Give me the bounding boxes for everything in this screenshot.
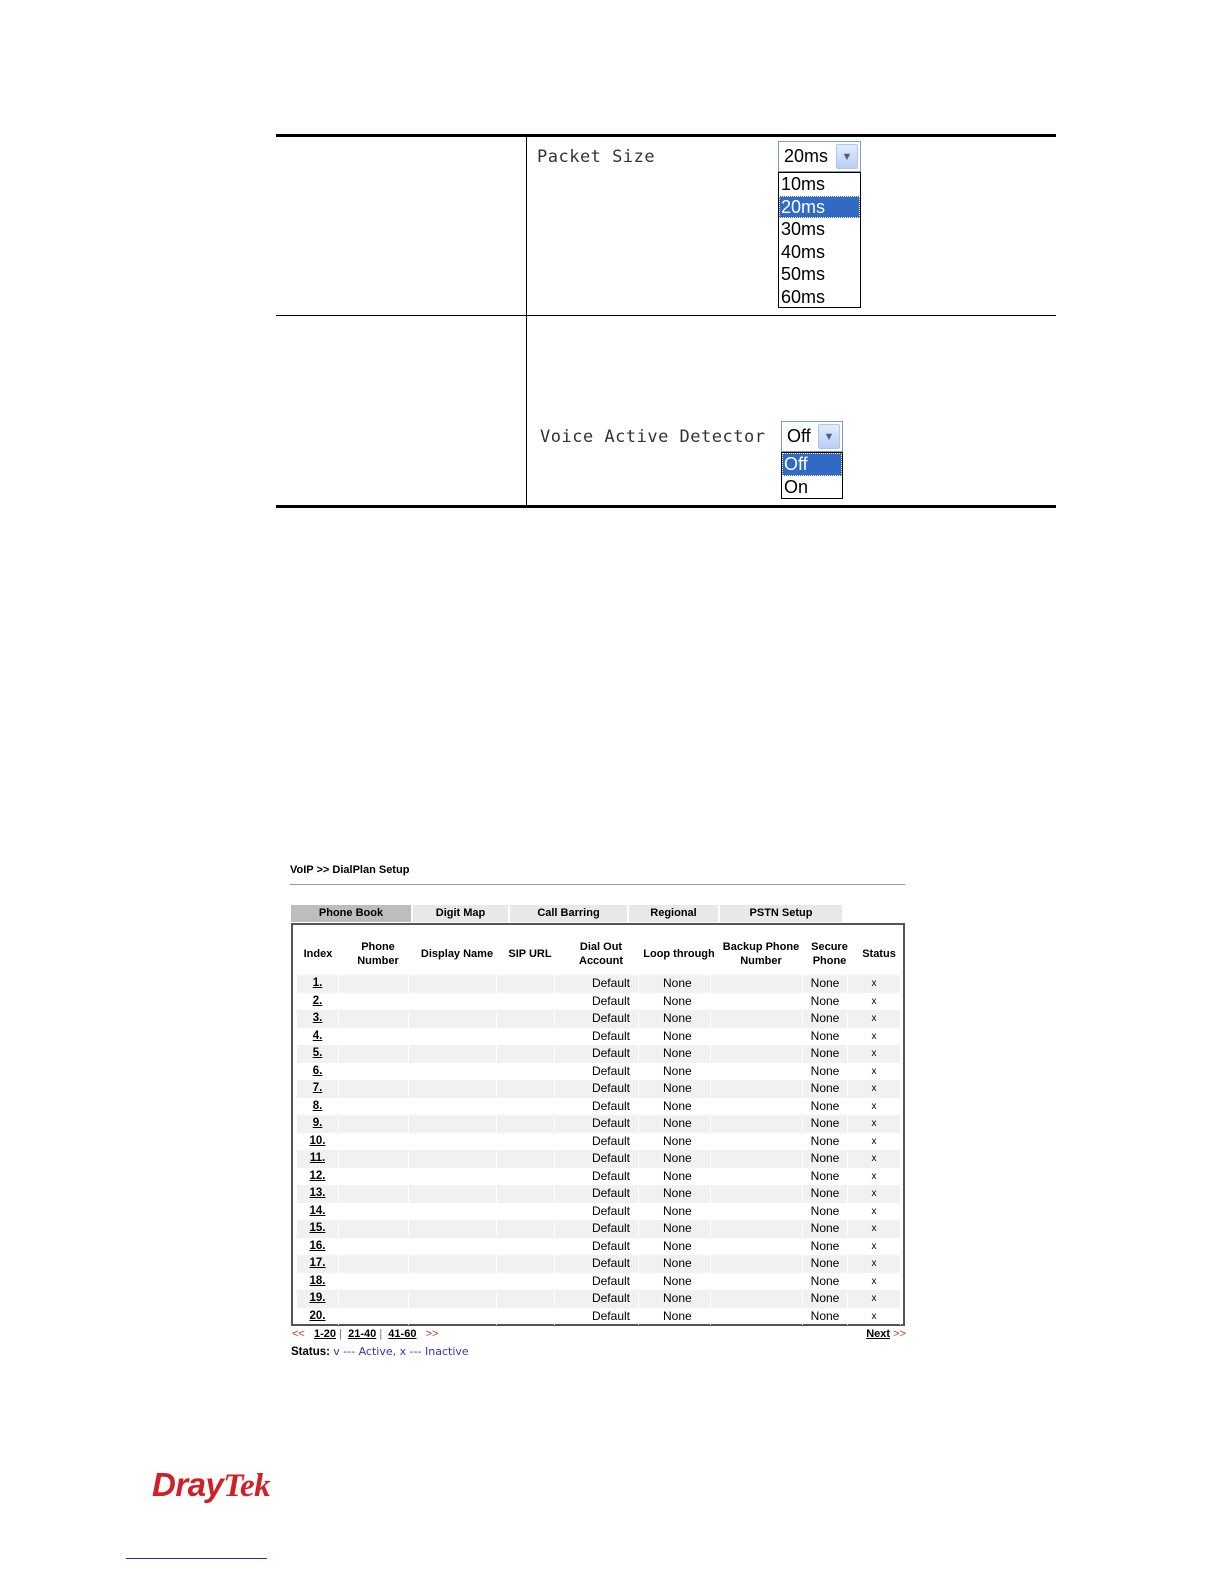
packet-size-option[interactable]: 30ms xyxy=(781,219,826,239)
cell-loop-through: None xyxy=(639,1045,711,1063)
packet-size-options xyxy=(778,172,861,308)
tab-call-barring[interactable]: Call Barring xyxy=(510,905,629,922)
row-index-link[interactable]: 17. xyxy=(297,1255,339,1273)
cell-phone-number xyxy=(339,993,409,1011)
table-row xyxy=(297,1010,901,1028)
row-index-link[interactable]: 12. xyxy=(297,1168,339,1186)
cell-status: x xyxy=(848,1308,901,1326)
cell-dial-out-account: Default xyxy=(555,1150,639,1168)
cell-backup-phone-number xyxy=(711,1010,803,1028)
table-row-divider xyxy=(276,315,1056,316)
cell-loop-through: None xyxy=(639,1028,711,1046)
cell-loop-through: None xyxy=(639,1220,711,1238)
cell-display-name xyxy=(409,1150,497,1168)
table-row xyxy=(297,1273,901,1291)
logo-dray: Dray xyxy=(152,1466,224,1503)
cell-display-name xyxy=(409,975,497,993)
cell-sip-url xyxy=(497,1273,555,1291)
cell-backup-phone-number xyxy=(711,1255,803,1273)
cell-display-name xyxy=(409,1308,497,1326)
cell-backup-phone-number xyxy=(711,1203,803,1221)
cell-status: x xyxy=(848,1098,901,1116)
cell-status: x xyxy=(848,1238,901,1256)
table-row xyxy=(297,1098,901,1116)
row-index-link[interactable]: 20. xyxy=(297,1308,339,1326)
row-index-link[interactable]: 14. xyxy=(297,1203,339,1221)
vad-option-selected[interactable]: Off xyxy=(782,453,842,476)
cell-sip-url xyxy=(497,1290,555,1308)
cell-status: x xyxy=(848,1290,901,1308)
tab-digit-map[interactable]: Digit Map xyxy=(413,905,510,922)
cell-status: x xyxy=(848,1080,901,1098)
page-link-41-60[interactable]: 41-60 xyxy=(388,1328,417,1340)
cell-phone-number xyxy=(339,1290,409,1308)
packet-size-selected-value: 20ms xyxy=(784,146,829,166)
cell-display-name xyxy=(409,1273,497,1291)
status-legend-label: Status: xyxy=(291,1346,330,1358)
cell-sip-url xyxy=(497,1150,555,1168)
row-index-link[interactable]: 18. xyxy=(297,1273,339,1291)
cell-display-name xyxy=(409,993,497,1011)
cell-secure-phone: None xyxy=(803,1080,848,1098)
table-header xyxy=(293,929,906,979)
cell-backup-phone-number xyxy=(711,1063,803,1081)
cell-secure-phone: None xyxy=(803,1238,848,1256)
cell-display-name xyxy=(409,1115,497,1133)
cell-secure-phone: None xyxy=(803,1308,848,1326)
cell-loop-through: None xyxy=(639,1290,711,1308)
cell-dial-out-account: Default xyxy=(555,1220,639,1238)
cell-sip-url xyxy=(497,1010,555,1028)
table-row xyxy=(297,1238,901,1256)
table-body xyxy=(297,975,901,1325)
table-row xyxy=(297,1028,901,1046)
cell-secure-phone: None xyxy=(803,1133,848,1151)
cell-status: x xyxy=(848,1255,901,1273)
cell-backup-phone-number xyxy=(711,975,803,993)
chevron-down-icon[interactable]: ▼ xyxy=(818,424,840,449)
pagination xyxy=(292,1328,906,1342)
cell-secure-phone: None xyxy=(803,1203,848,1221)
row-index-link[interactable]: 2. xyxy=(297,993,339,1011)
cell-secure-phone: None xyxy=(803,1185,848,1203)
cell-status: x xyxy=(848,1185,901,1203)
cell-dial-out-account: Default xyxy=(555,1168,639,1186)
cell-sip-url xyxy=(497,1185,555,1203)
cell-dial-out-account: Default xyxy=(555,1080,639,1098)
table-row xyxy=(297,1045,901,1063)
cell-dial-out-account: Default xyxy=(555,1255,639,1273)
cell-loop-through: None xyxy=(639,1080,711,1098)
cell-dial-out-account: Default xyxy=(555,1115,639,1133)
cell-sip-url xyxy=(497,1308,555,1326)
cell-sip-url xyxy=(497,1220,555,1238)
cell-secure-phone: None xyxy=(803,975,848,993)
cell-backup-phone-number xyxy=(711,1098,803,1116)
cell-secure-phone: None xyxy=(803,1045,848,1063)
col-dial-out-account: Dial Out Account xyxy=(579,941,623,967)
cell-backup-phone-number xyxy=(711,1150,803,1168)
page-link-1-20[interactable]: 1-20 xyxy=(314,1328,337,1340)
row-index-link[interactable]: 10. xyxy=(297,1133,339,1151)
cell-backup-phone-number xyxy=(711,1080,803,1098)
cell-secure-phone: None xyxy=(803,1098,848,1116)
cell-secure-phone: None xyxy=(803,1150,848,1168)
cell-dial-out-account: Default xyxy=(555,1098,639,1116)
table-row xyxy=(297,1168,901,1186)
packet-size-option[interactable]: 60ms xyxy=(781,286,826,307)
cell-status: x xyxy=(848,1220,901,1238)
breadcrumb: VoIP >> DialPlan Setup xyxy=(290,864,410,876)
cell-dial-out-account: Default xyxy=(555,1045,639,1063)
table-row xyxy=(297,1133,901,1151)
cell-phone-number xyxy=(339,1238,409,1256)
cell-dial-out-account: Default xyxy=(555,1290,639,1308)
table-row xyxy=(297,975,901,993)
cell-backup-phone-number xyxy=(711,1168,803,1186)
cell-sip-url xyxy=(497,1133,555,1151)
cell-status: x xyxy=(848,1028,901,1046)
cell-loop-through: None xyxy=(639,1203,711,1221)
cell-status: x xyxy=(848,1045,901,1063)
cell-phone-number xyxy=(339,1185,409,1203)
table-column-divider xyxy=(526,137,527,505)
cell-dial-out-account: Default xyxy=(555,1133,639,1151)
cell-secure-phone: None xyxy=(803,993,848,1011)
cell-phone-number xyxy=(339,1115,409,1133)
cell-status: x xyxy=(848,1273,901,1291)
cell-status: x xyxy=(848,1168,901,1186)
cell-loop-through: None xyxy=(639,1010,711,1028)
packet-size-select[interactable] xyxy=(778,141,861,172)
row-index-link[interactable]: 3. xyxy=(297,1010,339,1028)
col-index: Index xyxy=(303,948,333,960)
row-index-link[interactable]: 5. xyxy=(297,1045,339,1063)
row-index-link[interactable]: 8. xyxy=(297,1098,339,1116)
cell-loop-through: None xyxy=(639,1098,711,1116)
tab-regional[interactable]: Regional xyxy=(629,905,720,922)
status-legend xyxy=(291,1345,469,1358)
cell-dial-out-account: Default xyxy=(555,1308,639,1326)
cell-display-name xyxy=(409,1203,497,1221)
cell-sip-url xyxy=(497,1080,555,1098)
next-link[interactable]: Next xyxy=(866,1328,891,1340)
cell-loop-through: None xyxy=(639,1115,711,1133)
cell-display-name xyxy=(409,1238,497,1256)
cell-phone-number xyxy=(339,975,409,993)
page-separator: | xyxy=(379,1328,383,1340)
cell-dial-out-account: Default xyxy=(555,1203,639,1221)
table-row xyxy=(297,1290,901,1308)
cell-display-name xyxy=(409,1220,497,1238)
cell-loop-through: None xyxy=(639,993,711,1011)
next-control xyxy=(866,1328,906,1340)
breadcrumb-rule xyxy=(290,884,905,885)
draytek-logo xyxy=(152,1466,270,1505)
logo-tek: Tek xyxy=(223,1468,271,1504)
vad-options xyxy=(781,452,843,499)
cell-sip-url xyxy=(497,1115,555,1133)
cell-sip-url xyxy=(497,975,555,993)
table-row xyxy=(297,1063,901,1081)
cell-secure-phone: None xyxy=(803,1168,848,1186)
cell-sip-url xyxy=(497,1028,555,1046)
table-row xyxy=(297,1220,901,1238)
cell-secure-phone: None xyxy=(803,1220,848,1238)
cell-dial-out-account: Default xyxy=(555,1028,639,1046)
cell-sip-url xyxy=(497,1255,555,1273)
table-row xyxy=(297,1185,901,1203)
cell-status: x xyxy=(848,1150,901,1168)
cell-status: x xyxy=(848,1115,901,1133)
cell-phone-number xyxy=(339,1273,409,1291)
cell-loop-through: None xyxy=(639,1063,711,1081)
cell-phone-number xyxy=(339,1308,409,1326)
col-phone-number: Phone Number xyxy=(357,941,399,967)
cell-sip-url xyxy=(497,1203,555,1221)
cell-backup-phone-number xyxy=(711,1185,803,1203)
cell-loop-through: None xyxy=(639,1150,711,1168)
cell-loop-through: None xyxy=(639,1168,711,1186)
settings-table xyxy=(276,134,1056,508)
cell-phone-number xyxy=(339,1203,409,1221)
cell-phone-number xyxy=(339,1133,409,1151)
table-row xyxy=(297,1308,901,1326)
cell-status: x xyxy=(848,1063,901,1081)
row-index-link[interactable]: 16. xyxy=(297,1238,339,1256)
cell-dial-out-account: Default xyxy=(555,1185,639,1203)
col-status: Status xyxy=(862,948,896,960)
vad-option[interactable]: On xyxy=(784,476,809,497)
cell-phone-number xyxy=(339,1150,409,1168)
table-row xyxy=(297,1150,901,1168)
cell-sip-url xyxy=(497,1098,555,1116)
packet-size-option[interactable]: 50ms xyxy=(781,264,826,284)
cell-status: x xyxy=(848,1010,901,1028)
cell-loop-through: None xyxy=(639,1308,711,1326)
cell-status: x xyxy=(848,1133,901,1151)
col-loop-through: Loop through xyxy=(643,948,715,960)
packet-size-option-selected[interactable]: 20ms xyxy=(779,196,860,219)
cell-phone-number xyxy=(339,1010,409,1028)
cell-phone-number xyxy=(339,1220,409,1238)
next-arrows[interactable]: >> xyxy=(893,1328,906,1340)
cell-sip-url xyxy=(497,1045,555,1063)
cell-dial-out-account: Default xyxy=(555,1238,639,1256)
cell-backup-phone-number xyxy=(711,1045,803,1063)
status-legend-text: v --- Active, x --- Inactive xyxy=(333,1345,469,1358)
cell-secure-phone: None xyxy=(803,1273,848,1291)
table-row xyxy=(297,1115,901,1133)
cell-status: x xyxy=(848,975,901,993)
table-row xyxy=(297,993,901,1011)
cell-display-name xyxy=(409,1185,497,1203)
cell-secure-phone: None xyxy=(803,1028,848,1046)
cell-secure-phone: None xyxy=(803,1290,848,1308)
cell-phone-number xyxy=(339,1063,409,1081)
cell-phone-number xyxy=(339,1080,409,1098)
tab-pstn-setup[interactable]: PSTN Setup xyxy=(720,905,844,922)
vad-select[interactable] xyxy=(781,421,843,452)
col-display-name: Display Name xyxy=(420,948,494,960)
phone-book-table xyxy=(291,923,905,1326)
col-sip-url: SIP URL xyxy=(508,948,552,960)
cell-dial-out-account: Default xyxy=(555,975,639,993)
cell-loop-through: None xyxy=(639,1185,711,1203)
cell-loop-through: None xyxy=(639,975,711,993)
cell-loop-through: None xyxy=(639,1133,711,1151)
cell-display-name xyxy=(409,1133,497,1151)
vad-label: Voice Active Detector xyxy=(540,427,766,447)
page-link-21-40[interactable]: 21-40 xyxy=(348,1328,377,1340)
cell-backup-phone-number xyxy=(711,1220,803,1238)
cell-dial-out-account: Default xyxy=(555,1273,639,1291)
cell-backup-phone-number xyxy=(711,1028,803,1046)
cell-display-name xyxy=(409,1290,497,1308)
cell-display-name xyxy=(409,1028,497,1046)
cell-secure-phone: None xyxy=(803,1115,848,1133)
cell-backup-phone-number xyxy=(711,993,803,1011)
cell-sip-url xyxy=(497,993,555,1011)
chevron-down-icon[interactable]: ▼ xyxy=(836,144,858,169)
cell-loop-through: None xyxy=(639,1238,711,1256)
cell-secure-phone: None xyxy=(803,1010,848,1028)
row-index-link[interactable]: 6. xyxy=(297,1063,339,1081)
cell-secure-phone: None xyxy=(803,1255,848,1273)
cell-backup-phone-number xyxy=(711,1115,803,1133)
prev-arrows[interactable]: << xyxy=(292,1328,305,1340)
row-index-link[interactable]: 15. xyxy=(297,1220,339,1238)
cell-secure-phone: None xyxy=(803,1063,848,1081)
cell-loop-through: None xyxy=(639,1255,711,1273)
page-separator: | xyxy=(339,1328,342,1340)
row-index-link[interactable]: 4. xyxy=(297,1028,339,1046)
cell-backup-phone-number xyxy=(711,1238,803,1256)
row-index-link[interactable]: 11. xyxy=(297,1150,339,1168)
vad-selected-value: Off xyxy=(787,426,811,446)
cell-sip-url xyxy=(497,1168,555,1186)
table-row xyxy=(297,1255,901,1273)
row-index-link[interactable]: 13. xyxy=(297,1185,339,1203)
cell-phone-number xyxy=(339,1098,409,1116)
table-row xyxy=(297,1203,901,1221)
cell-phone-number xyxy=(339,1255,409,1273)
next-arrows-left[interactable]: >> xyxy=(425,1328,439,1340)
col-backup-phone-number: Backup Phone Number xyxy=(722,941,800,967)
cell-display-name xyxy=(409,1080,497,1098)
cell-display-name xyxy=(409,1168,497,1186)
footer-link-underline xyxy=(126,1558,267,1559)
cell-display-name xyxy=(409,1098,497,1116)
cell-backup-phone-number xyxy=(711,1308,803,1326)
table-bottom-rule xyxy=(276,505,1056,508)
cell-backup-phone-number xyxy=(711,1273,803,1291)
cell-phone-number xyxy=(339,1045,409,1063)
packet-size-label: Packet Size xyxy=(537,147,656,167)
row-index-link[interactable]: 9. xyxy=(297,1115,339,1133)
cell-dial-out-account: Default xyxy=(555,993,639,1011)
cell-display-name xyxy=(409,1063,497,1081)
table-top-rule xyxy=(276,134,1056,137)
packet-size-option[interactable]: 40ms xyxy=(781,241,826,262)
cell-backup-phone-number xyxy=(711,1290,803,1308)
cell-backup-phone-number xyxy=(711,1133,803,1151)
cell-phone-number xyxy=(339,1168,409,1186)
tab-phone-book[interactable]: Phone Book xyxy=(291,905,413,922)
cell-display-name xyxy=(409,1045,497,1063)
cell-sip-url xyxy=(497,1238,555,1256)
cell-status: x xyxy=(848,993,901,1011)
row-index-link[interactable]: 1. xyxy=(297,975,339,993)
cell-display-name xyxy=(409,1255,497,1273)
cell-dial-out-account: Default xyxy=(555,1010,639,1028)
row-index-link[interactable]: 19. xyxy=(297,1290,339,1308)
row-index-link[interactable]: 7. xyxy=(297,1080,339,1098)
cell-status: x xyxy=(848,1203,901,1221)
cell-display-name xyxy=(409,1010,497,1028)
tab-bar xyxy=(291,905,844,922)
cell-phone-number xyxy=(339,1028,409,1046)
col-secure-phone: Secure Phone xyxy=(811,941,848,967)
table-row xyxy=(297,1080,901,1098)
cell-sip-url xyxy=(497,1063,555,1081)
cell-loop-through: None xyxy=(639,1273,711,1291)
cell-dial-out-account: Default xyxy=(555,1063,639,1081)
packet-size-option[interactable]: 10ms xyxy=(781,174,826,194)
